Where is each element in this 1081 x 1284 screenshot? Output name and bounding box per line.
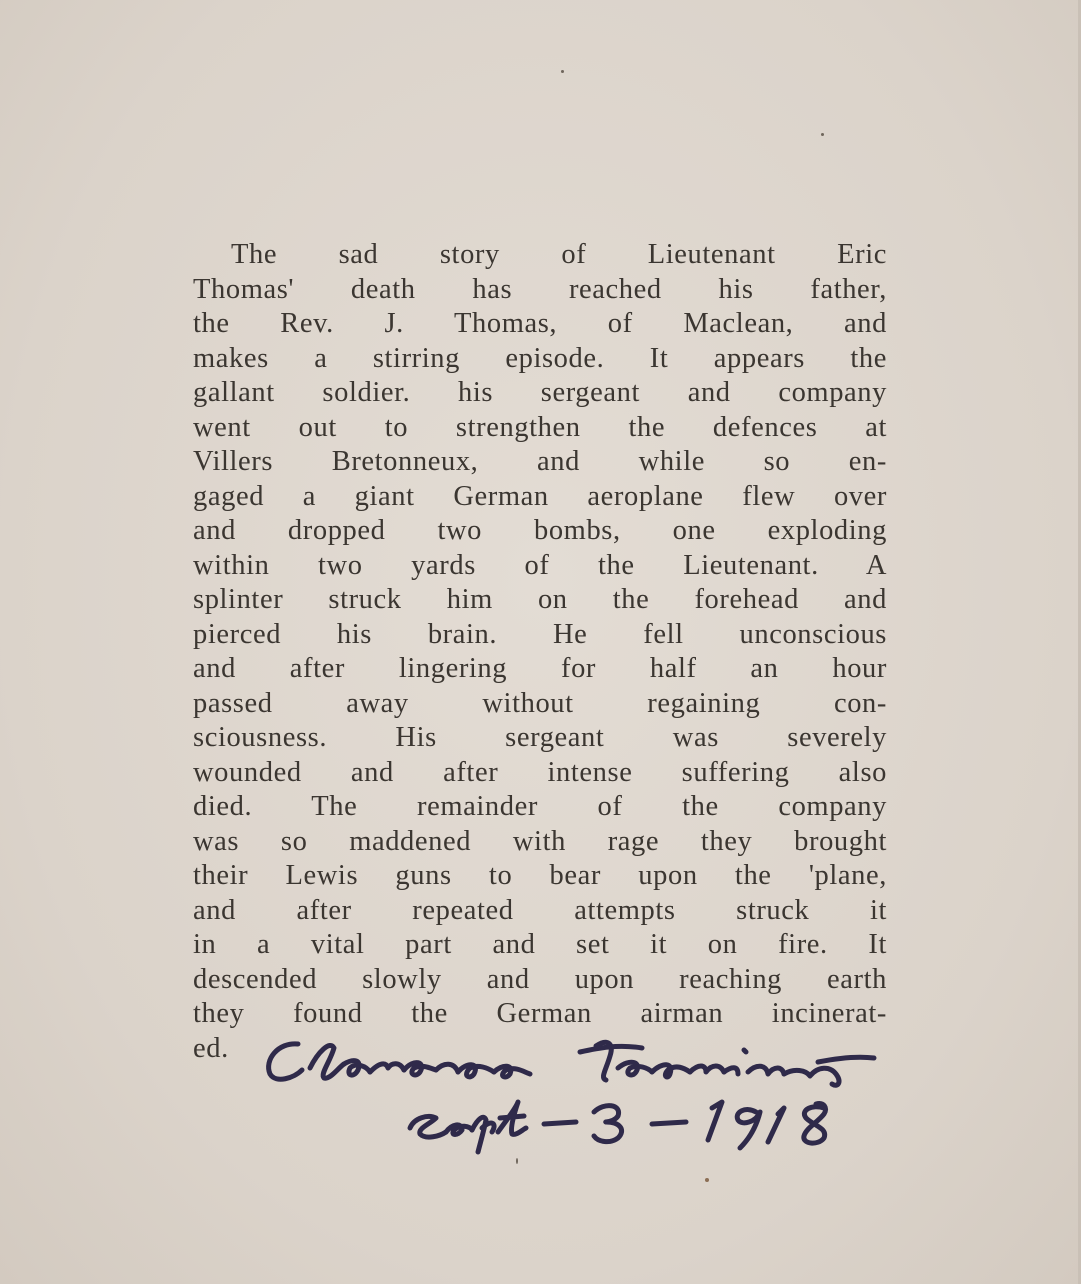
clipping-line: gallant soldier. his sergeant and company (193, 377, 887, 408)
clipping-line: and dropped two bombs, one exploding (193, 515, 887, 546)
clipping-line: splinter struck him on the forehead and (193, 584, 887, 615)
clipping-line: in a vital part and set it on fire. It (193, 929, 887, 960)
clipping-line: and after repeated attempts struck it (193, 894, 887, 926)
clipping-line: makes a stirring episode. It appears the (193, 342, 887, 374)
clipping-line: the Rev. J. Thomas, of Maclean, and (193, 308, 887, 339)
clipping-line: they found the German airman incinerat- (193, 998, 887, 1029)
paper-speck (705, 1178, 709, 1182)
paper-speck (821, 133, 824, 136)
clipping-line: passed away without regaining con- (193, 687, 887, 719)
clipping-line: was so maddened with rage they brought (193, 825, 887, 857)
clipping-line: descended slowly and upon reaching earth (193, 963, 887, 995)
handwritten-date (400, 1088, 850, 1158)
clipping-line: wounded and after intense suffering also (193, 756, 887, 788)
newspaper-clipping (193, 238, 887, 1066)
clipping-line: died. The remainder of the company (193, 791, 887, 822)
paper-speck (516, 1158, 518, 1164)
clipping-line: their Lewis guns to bear upon the 'plane, (193, 860, 887, 891)
clipping-line: went out to strengthen the defences at (193, 411, 887, 443)
clipping-line: and after lingering for half an hour (193, 653, 887, 684)
paper-speck (561, 70, 564, 73)
clipping-line: gaged a giant German aeroplane flew over (193, 480, 887, 512)
clipping-line: Villers Bretonneux, and while so en- (193, 446, 887, 477)
clipping-line: within two yards of the Lieutenant. A (193, 549, 887, 581)
clipping-line: pierced his brain. He fell unconscious (193, 618, 887, 650)
clipping-line: Thomas' death has reached his father, (193, 273, 887, 305)
clipping-line: ed. (193, 1032, 229, 1064)
clipping-line: The sad story of Lieutenant Eric (231, 239, 887, 270)
clipping-line: sciousness. His sergeant was severely (193, 722, 887, 753)
